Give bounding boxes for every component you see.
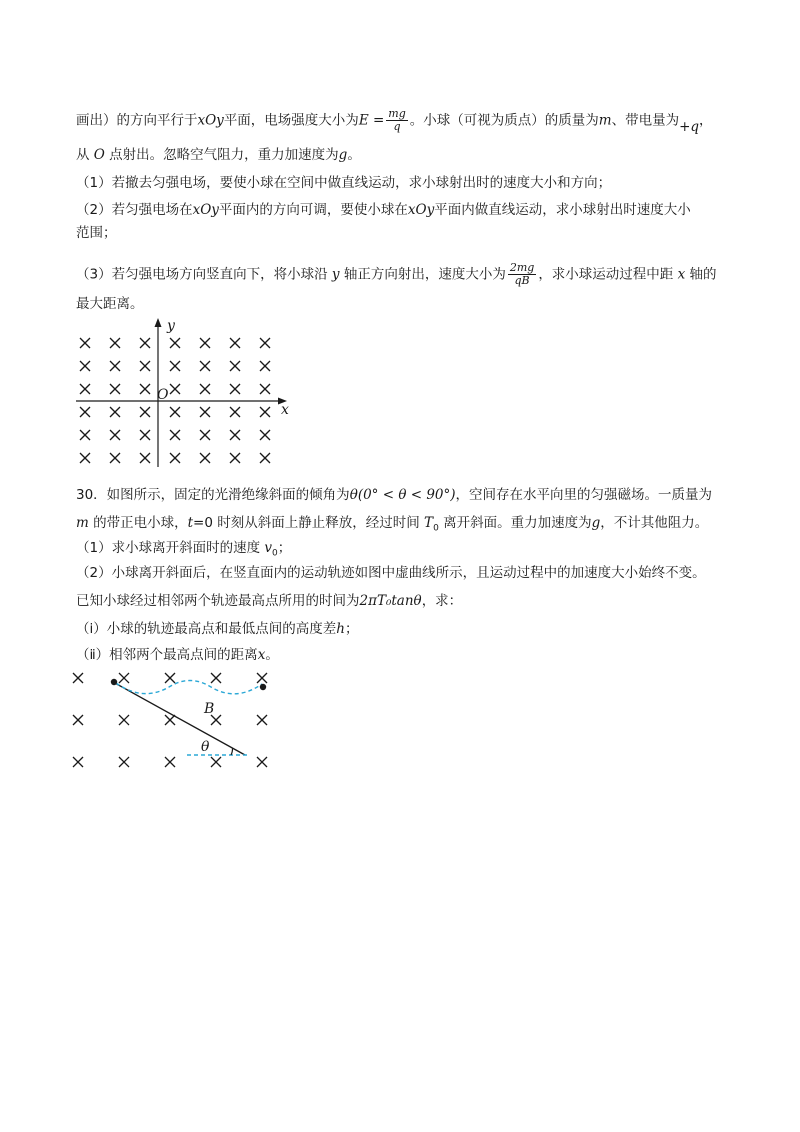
cross-icon: [230, 430, 240, 440]
cross-icon: [257, 715, 267, 725]
x-axis-label: x: [281, 402, 289, 418]
cross-icon: [140, 361, 150, 371]
cross-icon: [80, 453, 90, 463]
cross-icon: [165, 757, 175, 767]
cross-icon: [230, 407, 240, 417]
cross-icon: [110, 384, 120, 394]
cross-icon: [110, 430, 120, 440]
cross-icon: [230, 338, 240, 348]
cross-icon: [140, 407, 150, 417]
cross-icon: [140, 338, 150, 348]
y-axis-label: y: [167, 318, 175, 334]
cross-icon: [73, 757, 83, 767]
q30-part-1: （1）求小球离开斜面时的速度 $v_0$；: [76, 540, 292, 559]
cross-icon: [73, 715, 83, 725]
q30-part-2-cont: 已知小球经过相邻两个轨迹最高点所用的时间为2πT₀tanθ，求：: [76, 593, 463, 609]
cross-icon: [170, 453, 180, 463]
origin-label: O: [157, 387, 169, 403]
field-label-B: B: [204, 701, 215, 717]
cross-icon: [260, 338, 270, 348]
cross-icon: [110, 453, 120, 463]
cross-icon: [260, 384, 270, 394]
cross-icon: [165, 715, 175, 725]
q29-part-3-cont: 最大距离。: [76, 296, 144, 312]
cross-icon: [165, 673, 175, 683]
q29-part-2-cont: 范围；: [76, 225, 117, 241]
cross-icon: [73, 673, 83, 683]
incline-line: [113, 682, 245, 755]
cross-icon: [110, 338, 120, 348]
cross-icon: [260, 361, 270, 371]
cross-icon: [140, 384, 150, 394]
cross-icon: [170, 430, 180, 440]
cross-icon: [230, 361, 240, 371]
cross-icon: [200, 338, 210, 348]
cross-icon: [170, 384, 180, 394]
cross-icon: [260, 453, 270, 463]
cross-icon: [200, 453, 210, 463]
ball-dot: [260, 684, 266, 690]
cross-icon: [119, 757, 129, 767]
cross-icon: [170, 361, 180, 371]
q29-figure: [70, 315, 300, 475]
cross-icon: [211, 757, 221, 767]
cross-icon: [119, 715, 129, 725]
cross-icon: [110, 407, 120, 417]
q29-part-1: （1）若撤去匀强电场，要使小球在空间中做直线运动，求小球射出时的速度大小和方向；: [76, 175, 612, 191]
trajectory-dashed-curve: [116, 681, 262, 694]
cross-icon: [257, 673, 267, 683]
cross-icon: [257, 757, 267, 767]
fraction-mg-over-q: $\frac{mg}{q}$: [388, 107, 406, 133]
fraction-2mg-over-qB: $\frac{2mg}{qB}$: [509, 261, 535, 287]
cross-icon: [119, 673, 129, 683]
cross-icon: [230, 384, 240, 394]
cross-icon: [110, 361, 120, 371]
cross-icon: [80, 407, 90, 417]
cross-icon: [170, 338, 180, 348]
q29-part-2: （2）若匀强电场在xOy平面内的方向可调，要使小球在xOy平面内做直线运动，求小球射出时速度大小: [76, 202, 691, 218]
cross-icon: [230, 453, 240, 463]
q30-subpart-i: （ⅰ）小球的轨迹最高点和最低点间的高度差h；: [76, 621, 359, 637]
q29-line-1: 画出）的方向平行于xOy平面，电场强度大小为E = $\frac{mg}{q}$ 。小球（可视为质点）的质量为m、带电量为+q，: [76, 107, 713, 135]
cross-icon: [80, 430, 90, 440]
cross-icon: [140, 430, 150, 440]
cross-icon: [80, 338, 90, 348]
cross-icon: [80, 361, 90, 371]
q29-part-3: （3）若匀强电场方向竖直向下，将小球沿 y 轴正方向射出，速度大小为 $\frac{2mg}{qB}$ ，求小球运动过程中距 x 轴的: [76, 261, 717, 287]
ball-start-dot: [111, 679, 117, 685]
cross-icon: [140, 453, 150, 463]
cross-icon: [200, 384, 210, 394]
cross-icon: [200, 430, 210, 440]
cross-icon: [170, 407, 180, 417]
cross-icon: [200, 407, 210, 417]
angle-arc: [231, 748, 233, 755]
q30-line-2: m 的带正电小球，t=0 时刻从斜面上静止释放，经过时间 $T_0$ 离开斜面。重力加速度为g，不计其他阻力。: [76, 515, 709, 534]
cross-icon: [260, 407, 270, 417]
q30-line-1: 30．如图所示，固定的光滑绝缘斜面的倾角为θ(0° < θ < 90°)，空间存在水平向里的匀强磁场。一质量为: [76, 487, 713, 503]
cross-icon: [80, 384, 90, 394]
q29-line-2: 从 O 点射出。忽略空气阻力，重力加速度为g。: [76, 147, 361, 163]
q30-part-2: （2）小球离开斜面后，在竖直面内的运动轨迹如图中虚曲线所示，且运动过程中的加速度大小始终不变。: [76, 565, 706, 581]
q30-figure: [66, 668, 286, 778]
q30-subpart-ii: （ⅱ）相邻两个最高点间的距离x。: [76, 647, 279, 663]
cross-icon: [211, 673, 221, 683]
cross-icon: [200, 361, 210, 371]
angle-label-theta: θ: [201, 739, 210, 755]
y-axis-arrow-icon: [155, 318, 162, 327]
cross-icon: [260, 430, 270, 440]
